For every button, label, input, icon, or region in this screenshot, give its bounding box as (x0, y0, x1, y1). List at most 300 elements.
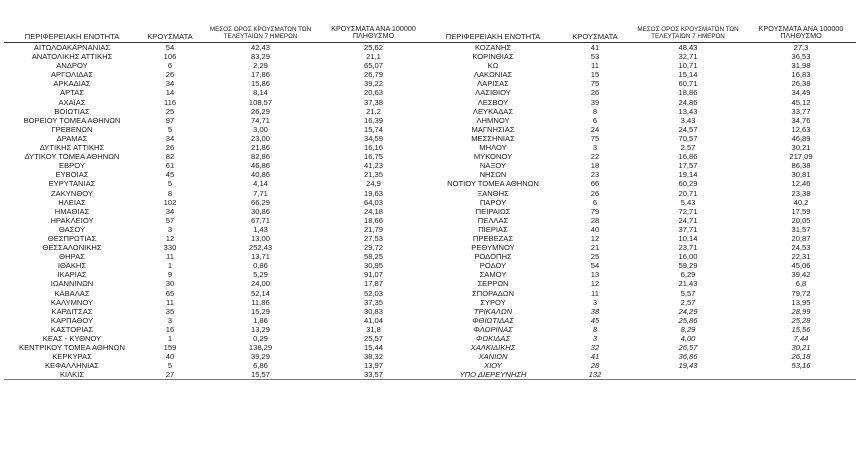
right-cases-cell: 22 (590, 152, 600, 162)
right-avg7-cell: 70,57 (678, 133, 698, 143)
right-cases-cell: 25 (590, 252, 600, 262)
right-per100k-cell: 28,99 (791, 306, 811, 316)
right-per100k-cell: 27,3 (793, 43, 809, 52)
right-cases-cell: 75 (590, 79, 600, 89)
right-region-cell: ΠΙΕΡΙΑΣ (478, 224, 508, 234)
right-region-cell: ΠΡΕΒΕΖΑΣ (472, 233, 514, 243)
right-avg7-cell: 17,57 (678, 161, 698, 171)
header-per100k-right: ΚΡΟΥΣΜΑΤΑ ΑΝΑ 100000 ΠΛΗΘΥΣΜΟ (746, 22, 856, 43)
right-per100k-cell: 20,05 (791, 215, 811, 225)
right-region-cell: ΚΟΡΙΝΘΙΑΣ (472, 52, 514, 62)
right-cases-cell: 28 (590, 215, 600, 225)
right-cases-cell: 45 (590, 315, 600, 325)
left-region-cell: ΒΟΡΕΙΟΥ ΤΟΜΕΑ ΑΘΗΝΩΝ (23, 115, 121, 125)
right-cases-cell: 53 (590, 52, 600, 62)
right-region-cell: ΛΕΣΒΟΥ (477, 97, 509, 107)
left-cases-cell: 35 (165, 306, 175, 316)
left-region-cell: ΑΝΔΡΟΥ (56, 61, 88, 71)
left-avg7-cell: 13,29 (250, 324, 270, 334)
left-region-cell: ΗΛΕΙΑΣ (58, 197, 86, 207)
table-row (4, 325, 856, 334)
left-avg7-cell: 30,86 (250, 206, 270, 216)
right-region-cell: ΛΑΚΩΝΙΑΣ (473, 70, 513, 80)
table-row (4, 361, 856, 370)
right-avg7-cell: 16,00 (678, 252, 698, 262)
right-per100k-cell: 12,63 (791, 124, 811, 134)
left-per100k-cell: 31,8 (366, 324, 381, 334)
right-region-cell: ΝΑΞΟΥ (479, 161, 507, 171)
right-avg7-cell (630, 370, 746, 380)
right-avg7-cell: 2,57 (680, 143, 696, 153)
left-avg7-cell: 83,29 (250, 52, 270, 62)
right-avg7-cell: 32,71 (678, 52, 698, 62)
right-region-cell: ΧΑΝΙΩΝ (478, 352, 508, 362)
right-cases-cell: 3 (592, 334, 598, 343)
left-cases-cell: 106 (163, 52, 177, 62)
left-cases-cell: 11 (166, 252, 174, 262)
table-row (4, 170, 856, 179)
right-region-cell: ΧΑΛΚΙΔΙΚΗΣ (470, 343, 516, 353)
header-row (4, 22, 856, 43)
header-cases-right: ΚΡΟΥΣΜΑΤΑ (560, 22, 630, 43)
header-region-left: ΠΕΡΙΦΕΡΕΙΑΚΗ ΕΝΟΤΗΤΑ (4, 22, 140, 43)
right-region-cell: ΜΕΣΣΗΝΙΑΣ (471, 133, 515, 143)
right-cases-cell: 54 (590, 261, 600, 271)
table-row (4, 98, 856, 107)
left-cases-cell: 6 (167, 61, 173, 71)
left-per100k-cell: 27,53 (363, 233, 383, 243)
right-region-cell: ΦΩΚΙΔΑΣ (475, 334, 511, 343)
left-region-cell: ΗΜΑΘΙΑΣ (54, 206, 90, 216)
right-per100k-cell: 46,89 (791, 133, 811, 143)
left-cases-cell: 65 (165, 288, 175, 298)
right-per100k-cell: 12,46 (791, 179, 811, 189)
right-per100k-cell: 30,21 (791, 343, 811, 353)
left-avg7-cell: 15,86 (250, 79, 270, 89)
right-avg7-cell: 18,86 (678, 88, 698, 98)
right-region-cell: ΚΩ (487, 61, 499, 71)
table-row (4, 70, 856, 79)
right-avg7-cell: 15,14 (678, 70, 698, 80)
right-avg7-cell: 36,86 (678, 352, 698, 362)
right-avg7-cell: 5,43 (680, 197, 696, 207)
left-avg7-cell: 46,86 (250, 161, 270, 171)
left-per100k-cell: 41,04 (363, 315, 383, 325)
right-region-cell: ΡΟΔΟΥ (479, 261, 507, 271)
left-per100k-cell: 24,9 (366, 179, 381, 189)
left-cases-cell: 14 (165, 88, 175, 98)
table-row (4, 207, 856, 216)
left-per100k-cell: 25,62 (363, 43, 383, 52)
right-per100k-cell: 23,38 (791, 188, 811, 198)
left-region-cell: ΕΥΒΟΙΑΣ (55, 170, 89, 180)
right-avg7-cell: 48,43 (678, 43, 698, 52)
right-region-cell: ΛΑΣΙΘΙΟΥ (475, 88, 511, 98)
left-cases-cell: 3 (167, 315, 173, 325)
header-per100k-left: ΚΡΟΥΣΜΑΤΑ ΑΝΑ 100000 ΠΛΗΘΥΣΜΟ (321, 22, 426, 43)
right-region-cell: ΣΠΟΡΑΔΩΝ (472, 288, 514, 298)
left-region-cell: ΚΕΑΣ - ΚΥΘΝΟΥ (42, 334, 102, 343)
right-per100k-cell: 22,31 (791, 252, 811, 262)
right-per100k-cell: 217,09 (789, 152, 813, 162)
table-row (4, 116, 856, 125)
right-per100k-cell: 31,57 (791, 224, 811, 234)
left-avg7-cell: 82,86 (250, 152, 270, 162)
left-avg7-cell: 67,71 (250, 215, 270, 225)
right-cases-cell: 79 (590, 206, 600, 216)
right-cases-cell: 8 (592, 106, 598, 116)
left-per100k-cell: 65,07 (363, 61, 383, 71)
table-row (4, 61, 856, 70)
covid-cases-table (4, 22, 856, 380)
left-per100k-cell: 16,75 (363, 152, 383, 162)
left-cases-cell: 57 (165, 215, 175, 225)
left-cases-cell: 26 (165, 143, 175, 153)
left-region-cell: ΕΥΡΥΤΑΝΙΑΣ (48, 179, 96, 189)
right-avg7-cell: 10,71 (678, 61, 698, 71)
left-avg7-cell: 252,43 (248, 243, 273, 253)
left-per100k-cell: 52,03 (363, 288, 383, 298)
left-per100k-cell: 15,44 (363, 343, 383, 353)
left-cases-cell: 5 (167, 179, 173, 189)
right-cases-cell: 26 (590, 88, 600, 98)
left-cases-cell: 159 (163, 343, 177, 353)
left-region-cell: ΑΙΤΩΛΟΑΚΑΡΝΑΝΙΑΣ (33, 43, 111, 52)
left-avg7-cell: 7,71 (253, 188, 268, 198)
table-row (4, 107, 856, 116)
left-region-cell: ΒΟΙΩΤΙΑΣ (54, 106, 90, 116)
left-region-cell: ΚΕΦΑΛΛΗΝΙΑΣ (44, 361, 100, 371)
left-cases-cell: 1 (167, 334, 173, 343)
table-row (4, 234, 856, 243)
right-avg7-cell: 24,29 (678, 306, 698, 316)
left-per100k-cell: 25,57 (363, 334, 383, 343)
left-region-cell: ΗΡΑΚΛΕΙΟΥ (50, 215, 94, 225)
right-cases-cell: 41 (590, 43, 600, 52)
left-region-cell: ΙΩΑΝΝΙΝΩΝ (50, 279, 94, 289)
table-row (4, 52, 856, 61)
left-per100k-cell: 37,35 (363, 297, 383, 307)
left-region-cell: ΔΥΤΙΚΗΣ ΑΤΤΙΚΗΣ (39, 143, 105, 153)
right-avg7-cell: 16,86 (678, 152, 698, 162)
covid-cases-table-container (4, 22, 856, 380)
right-per100k-cell: 36,53 (791, 52, 811, 62)
right-per100k-cell: 45,06 (791, 261, 811, 271)
right-per100k-cell: 24,53 (791, 243, 811, 253)
table-row (4, 79, 856, 88)
left-region-cell: ΘΕΣΣΑΛΟΝΙΚΗΣ (42, 243, 102, 253)
left-cases-cell: 27 (140, 370, 200, 380)
left-cases-cell: 34 (165, 133, 175, 143)
right-avg7-cell: 21,43 (678, 279, 698, 289)
table-row (4, 161, 856, 170)
table-row (4, 88, 856, 97)
right-region-cell: ΞΑΝΘΗΣ (477, 188, 509, 198)
right-region-cell: ΝΟΤΙΟΥ ΤΟΜΕΑ ΑΘΗΝΩΝ (447, 179, 539, 189)
left-per100k-cell: 41,23 (363, 161, 383, 171)
left-cases-cell: 34 (165, 206, 175, 216)
right-avg7-cell: 24,86 (678, 97, 698, 107)
table-row (4, 243, 856, 252)
right-avg7-cell: 60,71 (678, 79, 698, 89)
right-cases-cell: 32 (590, 343, 600, 353)
left-per100k-cell: 21,35 (363, 170, 383, 180)
left-region-cell: ΚΑΛΥΜΝΟΥ (50, 297, 94, 307)
right-per100k-cell: 34,49 (791, 88, 811, 98)
left-cases-cell: 9 (167, 270, 173, 280)
left-avg7-cell: 40,86 (250, 170, 270, 180)
left-per100k-cell: 20,63 (363, 88, 383, 98)
right-region-cell: ΛΑΡΙΣΑΣ (477, 79, 509, 89)
left-per100k-cell: 21,1 (366, 52, 381, 62)
right-per100k-cell: 26,38 (791, 79, 811, 89)
right-region-cell: ΚΟΖΑΝΗΣ (474, 43, 512, 52)
left-avg7-cell: 26,29 (250, 106, 270, 116)
right-avg7-cell: 23,71 (678, 243, 698, 253)
right-region-cell: ΦΘΙΩΤΙΔΑΣ (472, 315, 514, 325)
header-cases-left: ΚΡΟΥΣΜΑΤΑ (140, 22, 200, 43)
left-cases-cell: 5 (167, 124, 173, 134)
left-per100k-cell: 33,57 (321, 370, 426, 380)
right-per100k-cell: 7,44 (793, 334, 809, 343)
header-avg7-left: ΜΕΣΟΣ ΟΡΟΣ ΚΡΟΥΣΜΑΤΩΝ ΤΩΝ ΤΕΛΕΥΤΑΙΩΝ 7 ΗΜΕΡΩΝ (200, 22, 321, 43)
right-per100k-cell: 39,42 (791, 270, 811, 280)
left-avg7-cell: 39,29 (250, 352, 270, 362)
left-avg7-cell: 3,00 (253, 124, 268, 134)
right-cases-cell: 6 (592, 115, 598, 125)
left-per100k-cell: 24,18 (363, 206, 383, 216)
left-per100k-cell: 13,97 (363, 361, 383, 371)
table-row (4, 279, 856, 288)
right-avg7-cell: 24,71 (678, 215, 698, 225)
left-region-cell: ΔΡΑΜΑΣ (56, 133, 88, 143)
left-region-cell: ΖΑΚΥΝΘΟΥ (51, 188, 93, 198)
table-row (4, 189, 856, 198)
left-per100k-cell: 30,83 (363, 306, 383, 316)
right-cases-cell: 75 (590, 133, 600, 143)
right-cases-cell: 26 (590, 188, 600, 198)
left-per100k-cell: 39,22 (363, 79, 383, 89)
left-avg7-cell: 2,29 (253, 61, 268, 71)
right-avg7-cell: 4,00 (680, 334, 696, 343)
right-avg7-cell: 59,29 (678, 261, 698, 271)
table-row (4, 216, 856, 225)
right-per100k-cell: 26,18 (791, 352, 811, 362)
right-region-cell: ΛΕΥΚΑΔΑΣ (472, 106, 514, 116)
right-per100k-cell: 16,83 (791, 70, 811, 80)
left-avg7-cell: 13,00 (250, 233, 270, 243)
left-avg7-cell: 74,71 (250, 115, 270, 125)
right-avg7-cell: 24,57 (678, 124, 698, 134)
left-region-cell: ΚΑΣΤΟΡΙΑΣ (50, 324, 94, 334)
right-per100k-cell: 13,95 (791, 297, 811, 307)
right-per100k-cell (746, 370, 856, 380)
right-per100k-cell: 31,98 (791, 61, 811, 71)
left-region-cell: ΓΡΕΒΕΝΩΝ (51, 124, 93, 134)
left-per100k-cell: 30,95 (363, 261, 383, 271)
right-avg7-cell: 10,14 (678, 233, 698, 243)
right-avg7-cell: 72,71 (678, 206, 698, 216)
right-per100k-cell: 40,2 (793, 197, 809, 207)
left-per100k-cell: 21,79 (363, 224, 383, 234)
right-per100k-cell: 45,12 (791, 97, 811, 107)
right-cases-cell: 18 (590, 161, 600, 171)
right-cases-cell: 66 (590, 179, 600, 189)
left-region-cell: ΚΑΒΑΛΑΣ (54, 288, 90, 298)
right-avg7-cell: 20,71 (678, 188, 698, 198)
left-avg7-cell: 24,00 (250, 279, 270, 289)
right-region-cell: ΛΗΜΝΟΥ (476, 115, 510, 125)
left-region-cell: ΚΕΝΤΡΙΚΟΥ ΤΟΜΕΑ ΑΘΗΝΩΝ (19, 343, 125, 353)
left-per100k-cell: 26,79 (363, 70, 383, 80)
right-cases-cell: 38 (590, 306, 600, 316)
left-region-cell: ΘΑΣΟΥ (58, 224, 86, 234)
table-row (4, 307, 856, 316)
left-cases-cell: 12 (165, 233, 175, 243)
left-region-cell: ΚΕΡΚΥΡΑΣ (52, 352, 92, 362)
header-region-right: ΠΕΡΙΦΕΡΕΙΑΚΗ ΕΝΟΤΗΤΑ (426, 22, 560, 43)
right-per100k-cell: 86,38 (791, 161, 811, 171)
left-cases-cell: 61 (165, 161, 175, 171)
left-avg7-cell: 42,43 (250, 43, 270, 52)
left-region-cell: ΑΡΤΑΣ (60, 88, 84, 98)
right-region-cell: ΠΕΙΡΑΙΩΣ (475, 206, 511, 216)
left-per100k-cell: 64,03 (363, 197, 383, 207)
right-cases-cell: 6 (592, 197, 598, 207)
left-cases-cell: 102 (163, 197, 177, 207)
table-row (4, 43, 856, 53)
left-cases-cell: 5 (167, 361, 173, 371)
left-region-cell: ΑΧΑΪΑΣ (58, 97, 86, 107)
right-cases-cell: 11 (591, 61, 599, 71)
right-cases-cell: 3 (592, 297, 598, 307)
right-region-cell: ΜΑΓΝΗΣΙΑΣ (471, 124, 515, 134)
left-per100k-cell: 18,66 (363, 215, 383, 225)
left-cases-cell: 16 (165, 324, 175, 334)
right-cases-cell: 132 (560, 370, 630, 380)
left-per100k-cell: 34,59 (363, 133, 383, 143)
left-avg7-cell: 15,57 (200, 370, 321, 380)
left-avg7-cell: 23,00 (250, 133, 270, 143)
right-cases-cell: 28 (590, 361, 600, 371)
table-row (4, 125, 856, 134)
right-per100k-cell: 25,28 (791, 315, 811, 325)
right-avg7-cell: 3,43 (680, 115, 696, 125)
table-row (4, 343, 856, 352)
right-cases-cell: 15 (590, 70, 600, 80)
left-cases-cell: 34 (165, 79, 175, 89)
left-avg7-cell: 66,29 (250, 197, 270, 207)
left-cases-cell: 3 (167, 224, 173, 234)
left-region-cell: ΘΗΡΑΣ (59, 252, 85, 262)
right-per100k-cell: 20,87 (791, 233, 811, 243)
right-region-cell: ΜΥΚΟΝΟΥ (473, 152, 513, 162)
right-per100k-cell: 79,72 (791, 288, 811, 298)
table-row (4, 298, 856, 307)
right-region-cell: ΦΛΩΡΙΝΑΣ (473, 324, 513, 334)
left-cases-cell: 30 (165, 279, 175, 289)
right-cases-cell: 23 (590, 170, 600, 180)
right-per100k-cell: 30,81 (791, 170, 811, 180)
right-per100k-cell: 53,16 (791, 361, 811, 371)
right-region-cell: ΣΑΜΟΥ (479, 270, 507, 280)
right-cases-cell: 41 (590, 352, 600, 362)
left-region-cell: ΘΕΣΠΡΩΤΙΑΣ (47, 233, 97, 243)
table-row (4, 143, 856, 152)
table-row (4, 152, 856, 161)
right-avg7-cell: 13,43 (678, 106, 698, 116)
left-avg7-cell: 4,14 (253, 179, 268, 189)
left-avg7-cell: 108,57 (248, 97, 273, 107)
left-per100k-cell: 29,72 (363, 243, 383, 253)
right-avg7-cell: 19,14 (678, 170, 698, 180)
table-row (4, 261, 856, 270)
left-per100k-cell: 58,25 (363, 252, 383, 262)
header-avg7-right: ΜΕΣΟΣ ΟΡΟΣ ΚΡΟΥΣΜΑΤΩΝ ΤΩΝ ΤΕΛΕΥΤΑΙΩΝ 7 ΗΜΕΡΩΝ (630, 22, 746, 43)
left-avg7-cell: 5,29 (253, 270, 268, 280)
left-avg7-cell: 8,14 (253, 88, 268, 98)
left-per100k-cell: 19,63 (363, 188, 383, 198)
right-per100k-cell: 34,76 (791, 115, 811, 125)
right-region-cell: ΝΗΣΩΝ (479, 170, 507, 180)
left-cases-cell: 54 (165, 43, 175, 52)
left-region-cell: ΕΒΡΟΥ (59, 161, 85, 171)
left-avg7-cell: 6,86 (253, 361, 268, 371)
left-avg7-cell: 1,43 (253, 224, 268, 234)
left-avg7-cell: 21,86 (250, 143, 270, 153)
right-avg7-cell: 2,57 (680, 297, 696, 307)
table-row (4, 179, 856, 188)
right-per100k-cell: 33,77 (791, 106, 811, 116)
left-cases-cell: 1 (167, 261, 173, 271)
left-region-cell: ΑΡΚΑΔΙΑΣ (53, 79, 91, 89)
left-per100k-cell: 21,2 (366, 106, 381, 116)
left-avg7-cell: 11,86 (251, 297, 270, 307)
right-cases-cell: 21 (590, 243, 600, 253)
right-per100k-cell: 30,21 (791, 143, 811, 153)
table-row (4, 270, 856, 279)
right-cases-cell: 11 (591, 288, 599, 298)
right-cases-cell: 8 (592, 324, 598, 334)
right-per100k-cell: 6,8 (795, 279, 807, 289)
right-avg7-cell: 19,43 (678, 361, 698, 371)
right-region-cell: ΜΗΛΟΥ (479, 143, 507, 153)
table-row (4, 198, 856, 207)
right-region-cell: ΣΥΡΟΥ (480, 297, 506, 307)
left-per100k-cell: 17,87 (363, 279, 383, 289)
right-region-cell: ΡΟΔΟΠΗΣ (474, 252, 512, 262)
left-region-cell: ΙΘΑΚΗΣ (57, 261, 87, 271)
right-cases-cell: 24 (590, 124, 600, 134)
left-avg7-cell: 1,86 (253, 315, 268, 325)
left-per100k-cell: 16,39 (363, 115, 383, 125)
left-per100k-cell: 16,16 (363, 143, 383, 153)
left-cases-cell: 82 (165, 152, 175, 162)
left-avg7-cell: 13,71 (250, 252, 270, 262)
left-region-cell: ΑΡΓΟΛΙΔΑΣ (50, 70, 94, 80)
left-cases-cell: 25 (165, 106, 175, 116)
right-avg7-cell: 25,86 (678, 315, 698, 325)
right-cases-cell: 39 (590, 97, 600, 107)
right-region-cell: ΤΡΙΚΑΛΩΝ (473, 306, 513, 316)
left-cases-cell: 40 (165, 352, 175, 362)
left-region-cell: ΚΑΡΠΑΘΟΥ (50, 315, 94, 325)
right-per100k-cell: 15,56 (791, 324, 811, 334)
table-row (4, 352, 856, 361)
table-row (4, 334, 856, 343)
right-cases-cell: 3 (592, 143, 598, 153)
right-region-cell: ΣΕΡΡΩΝ (477, 279, 509, 289)
